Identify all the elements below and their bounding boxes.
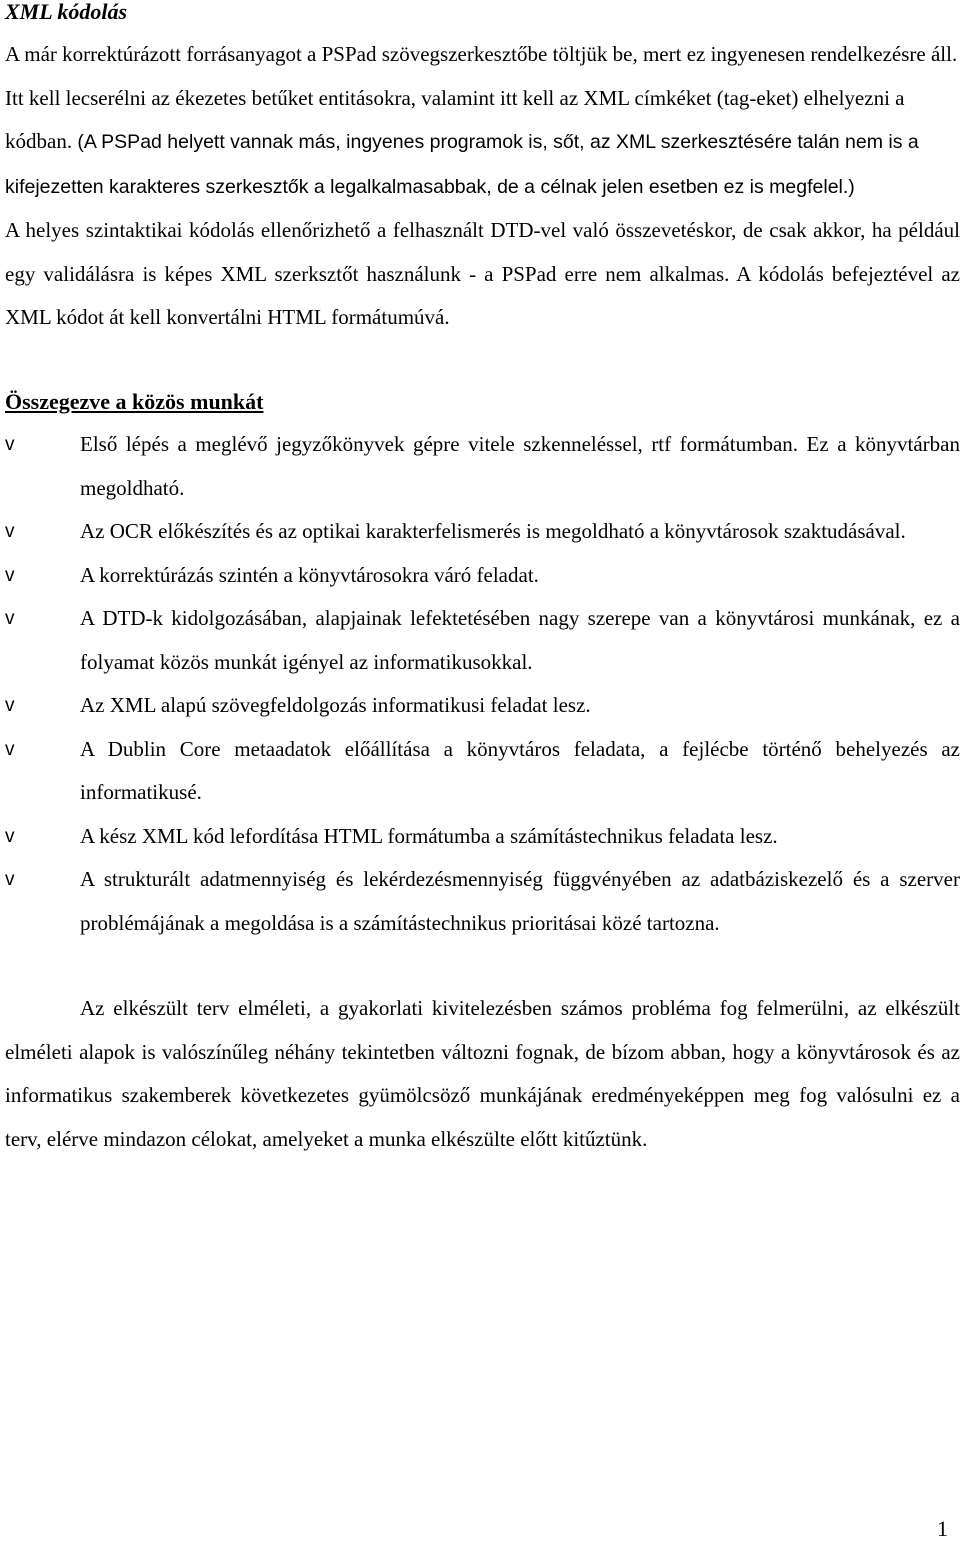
bullet-marker: v (5, 608, 15, 629)
list-item (5, 684, 960, 728)
list-item-text: A korrektúrázás szintén a könyvtárosokra váró feladat. (80, 562, 539, 587)
page-number: 1 (937, 1516, 948, 1541)
intro-sans-text: (A PSPad helyett vannak más, ingyenes programok is, sőt, az XML szerkesztésére talán nem is a kifejezetten karakteres szerkesztők a legalkalmasabbak, de a célnak jelen esetben ez is megfelel.) (5, 131, 919, 198)
list-item (5, 597, 960, 684)
list-item (5, 554, 960, 598)
bullet-marker: v (5, 521, 15, 542)
summary-heading: Összegezve a közös munkát (5, 388, 264, 414)
summary-list (5, 423, 960, 945)
document-page (5, 0, 960, 1161)
list-item-text: Az XML alapú szövegfeldolgozás informatikusi feladat lesz. (80, 693, 591, 717)
closing-paragraph: Az elkészült terv elméleti, a gyakorlati kivitelezésben számos probléma fog felmerülni, az elkészült elméleti alapok is valószínűleg néhány tekintetben változni fognak, de bízom abban, hogy a könyvtárosok és az informatikus szakemberek következetes gyümölcsöző munkájának eredményeképpen meg fog valósulni ez a terv, elérve mindazon célokat, amelyeket a munka elkészülte előtt kitűztünk. (5, 996, 960, 1151)
bullet-marker: v (5, 869, 15, 890)
list-item-text: A DTD-k kidolgozásában, alapjainak lefektetésében nagy szerepe van a könyvtárosi munkának, ez a folyamat közös munkát igényel az informatikusokkal. (80, 606, 960, 674)
bullet-marker: v (5, 695, 15, 716)
list-item-text: Első lépés a meglévő jegyzőkönyvek gépre vitele szkenneléssel, rtf formátumban. Ez a könyvtárban megoldható. (80, 432, 960, 500)
bullet-marker: v (5, 564, 15, 586)
list-item (5, 423, 960, 510)
bullet-marker: v (5, 738, 15, 760)
list-item-text: Az OCR előkészítés és az optikai karakterfelismerés is megoldható a könyvtárosok szaktudásával. (80, 519, 906, 543)
list-item-text: A Dublin Core metaadatok előállítása a könyvtáros feladata, a fejlécbe történő behelyezés az informatikusé. (80, 736, 960, 804)
bullet-marker: v (5, 434, 15, 455)
intro-text: A már korrektúrázott forrásanyagot a PSPad szövegszerkesztőbe töltjük be, mert ez ingyenesen rendelkezésre áll. Itt kell lecserélni az ékezetes betűket entitásokra, valamint itt kell az XML címkéket (tag-eket) elhelyezni a kódban. (5, 42, 958, 153)
validation-paragraph: A helyes szintaktikai kódolás ellenőrizhető a felhasznált DTD-vel való összevetéskor, de csak akkor, ha például egy validálásra is képes XML szerksztőt használunk - a PSPad erre nem alkalmas. A kódolás befejeztével az XML kódot át kell konvertálni HTML formátumúvá. (5, 218, 960, 329)
list-item (5, 728, 960, 815)
bullet-marker: v (5, 825, 15, 847)
list-item-text: A kész XML kód lefordítása HTML formátumba a számítástechnikus feladata lesz. (80, 823, 778, 848)
section-title: XML kódolás (5, 0, 128, 24)
list-item-text: A strukturált adatmennyiség és lekérdezésmennyiség függvényében az adatbáziskezelő és a szerver problémájának a megoldása is a számítástechnikus prioritásai közé tartozna. (80, 867, 960, 935)
intro-paragraph (5, 33, 960, 209)
list-item (5, 510, 960, 554)
list-item (5, 815, 960, 859)
list-item (5, 858, 960, 945)
